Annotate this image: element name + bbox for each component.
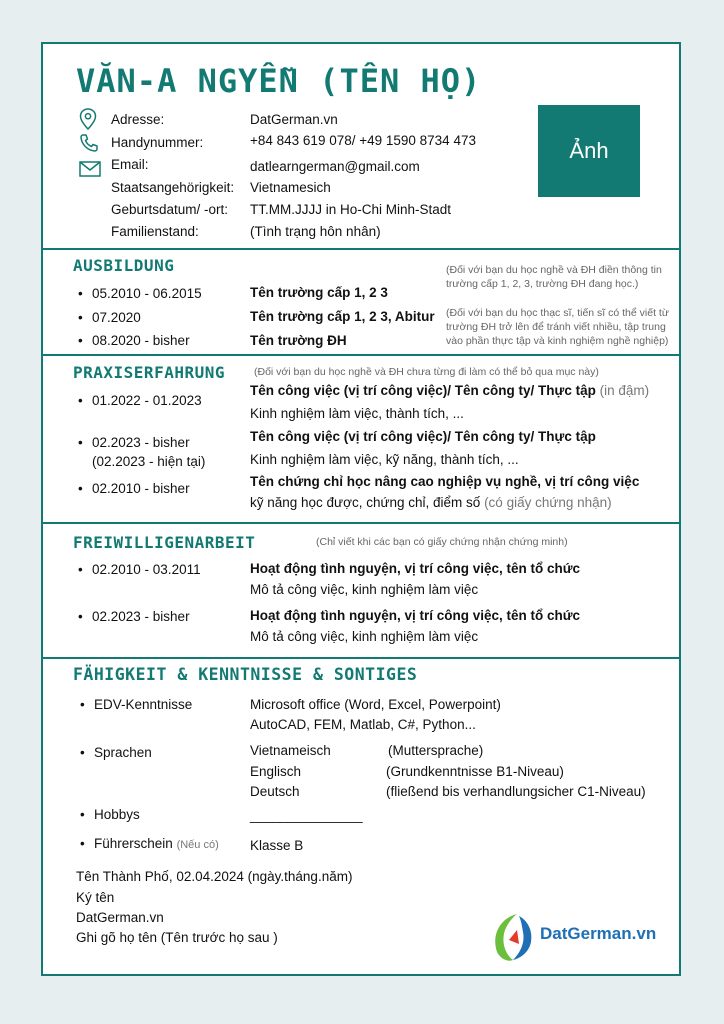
printed-name-note: Ghi gõ họ tên (Tên trước họ sau )	[76, 930, 278, 945]
nationality-label: Staatsangehörigkeit:	[111, 180, 235, 195]
sign-label: Ký tên	[76, 890, 115, 905]
ausbildung-school: Tên trường cấp 1, 2 3, Abitur	[250, 309, 435, 324]
praxis-job-title: Tên chứng chỉ học nâng cao nghiệp vụ nghề, vị trí công việc	[250, 474, 640, 489]
ausbildung-note-1b: trường cấp 1, 2, 3, trường ĐH đang học.)	[446, 278, 639, 290]
email-label: Email:	[111, 157, 149, 172]
photo-label: Ảnh	[569, 138, 609, 163]
skill-label-sprachen: • Sprachen	[94, 745, 152, 760]
skill-edv-line-2: AutoCAD, FEM, Matlab, C#, Python...	[250, 717, 476, 732]
section-title-ausbildung: AUSBILDUNG	[73, 256, 175, 275]
praxis-desc: Kinh nghiệm làm việc, thành tích, ...	[250, 406, 464, 421]
location-pin-icon	[79, 108, 97, 130]
language-level: (fließend bis verhandlungsicher C1-Niveau)	[386, 784, 646, 799]
nationality-value: Vietnamesich	[250, 180, 331, 195]
phone-label: Handynummer:	[111, 135, 204, 150]
language-name: Vietnameisch	[250, 743, 331, 758]
skill-fuehrerschein-value: Klasse B	[250, 838, 304, 853]
praxis-date: • 02.2023 - bisher	[92, 435, 190, 450]
freiwillig-desc: Mô tả công việc, kinh nghiệm làm việc	[250, 629, 479, 644]
ausbildung-note-2c: vào phần thực tập và kinh nghiệm nghề nghiệp)	[446, 335, 669, 347]
birth-value: TT.MM.JJJJ in Ho-Chi Minh-Stadt	[250, 202, 452, 217]
photo-placeholder	[538, 105, 640, 197]
marital-value: (Tình trạng hôn nhân)	[250, 224, 381, 239]
praxis-desc-note: (có giấy chứng nhận)	[484, 495, 612, 510]
section-title-skills: FÄHIGKEIT & KENNTNISSE & SONTIGES	[73, 665, 418, 684]
language-name: Englisch	[250, 764, 302, 779]
praxis-date: • 02.2010 - bisher	[92, 481, 190, 496]
freiwillig-title: Hoạt động tình nguyện, vị trí công việc, tên tổ chức	[250, 608, 581, 623]
phone-icon	[79, 133, 99, 153]
section-title-praxis: PRAXISERFAHRUNG	[73, 363, 225, 382]
praxis-title-note: (in đậm)	[599, 383, 650, 398]
freiwillig-desc: Mô tả công việc, kinh nghiệm làm việc	[250, 582, 479, 597]
freiwillig-note: (Chỉ viết khi các bạn có giấy chứng nhận chứng minh)	[316, 536, 568, 548]
language-level: (Grundkenntnisse B1-Niveau)	[386, 764, 564, 779]
language-name: Deutsch	[250, 784, 300, 799]
freiwillig-date: • 02.2010 - 03.2011	[92, 562, 201, 577]
language-level: (Muttersprache)	[388, 743, 484, 758]
praxis-date-alt: (02.2023 - hiện tại)	[92, 454, 206, 469]
marital-label: Familienstand:	[111, 224, 199, 239]
birth-label: Geburtsdatum/ -ort:	[111, 202, 229, 217]
praxis-job-title: Tên công việc (vị trí công việc)/ Tên công ty/ Thực tập (in đậm)	[250, 383, 650, 398]
phone-value: +84 843 619 078/ +49 1590 8734 473	[250, 133, 476, 148]
praxis-date: • 01.2022 - 01.2023	[92, 393, 202, 408]
logo-text: DatGerman.vn	[540, 924, 657, 943]
email-value: datlearngerman@gmail.com	[250, 159, 420, 174]
ausbildung-note-1a: (Đối với bạn du học nghề và ĐH điền thông tin	[446, 264, 662, 276]
envelope-icon	[79, 161, 101, 177]
fuehrerschein-note: (Nếu có)	[176, 839, 219, 851]
ausbildung-school: Tên trường cấp 1, 2 3	[250, 285, 388, 300]
address-label: Adresse:	[111, 112, 165, 127]
ausbildung-date: • 05.2010 - 06.2015	[92, 286, 202, 301]
ausbildung-note-2a: (Đối với bạn du học thạc sĩ, tiến sĩ có thể viết từ	[446, 307, 669, 319]
datgerman-logo-mark-icon	[487, 910, 541, 964]
praxis-desc: Kinh nghiệm làm việc, kỹ năng, thành tích, ...	[250, 452, 519, 467]
skill-label-hobbys: • Hobbys	[94, 807, 140, 822]
ausbildung-school: Tên trường ĐH	[250, 333, 347, 348]
freiwillig-date: • 02.2023 - bisher	[92, 609, 190, 624]
section-divider	[43, 657, 679, 659]
ausbildung-date: • 07.2020	[92, 310, 141, 325]
praxis-desc: kỹ năng học được, chứng chỉ, điểm số (có giấy chứng nhận)	[250, 495, 612, 510]
freiwillig-title: Hoạt động tình nguyện, vị trí công việc, tên tổ chức	[250, 561, 581, 576]
signature: DatGerman.vn	[76, 910, 164, 925]
section-divider	[43, 354, 679, 356]
skill-label-edv: • EDV-Kenntnisse	[94, 697, 192, 712]
section-title-freiwillig: FREIWILLIGENARBEIT	[73, 533, 256, 552]
ausbildung-date: • 08.2020 - bisher	[92, 333, 190, 348]
address-value: DatGerman.vn	[250, 112, 338, 127]
skill-edv-line-1: Microsoft office (Word, Excel, Powerpoint)	[250, 697, 501, 712]
skill-label-fuehrerschein: • Führerschein (Nếu có)	[94, 836, 219, 851]
cv-page	[41, 42, 681, 976]
applicant-name: VĂN-A NGYỄN (TÊN HỌ)	[76, 62, 482, 100]
section-divider	[43, 248, 679, 250]
place-date: Tên Thành Phố, 02.04.2024 (ngày.tháng.năm)	[76, 869, 353, 884]
ausbildung-note-2b: trường ĐH trở lên để tránh viết nhiều, tập trung	[446, 321, 666, 333]
praxis-job-title: Tên công việc (vị trí công việc)/ Tên công ty/ Thực tập	[250, 429, 596, 444]
praxis-note: (Đối với bạn du học nghề và ĐH chưa từng đi làm có thể bỏ qua mục này)	[254, 366, 599, 378]
section-divider	[43, 522, 679, 524]
skill-hobbys-value: _______________	[250, 808, 363, 823]
